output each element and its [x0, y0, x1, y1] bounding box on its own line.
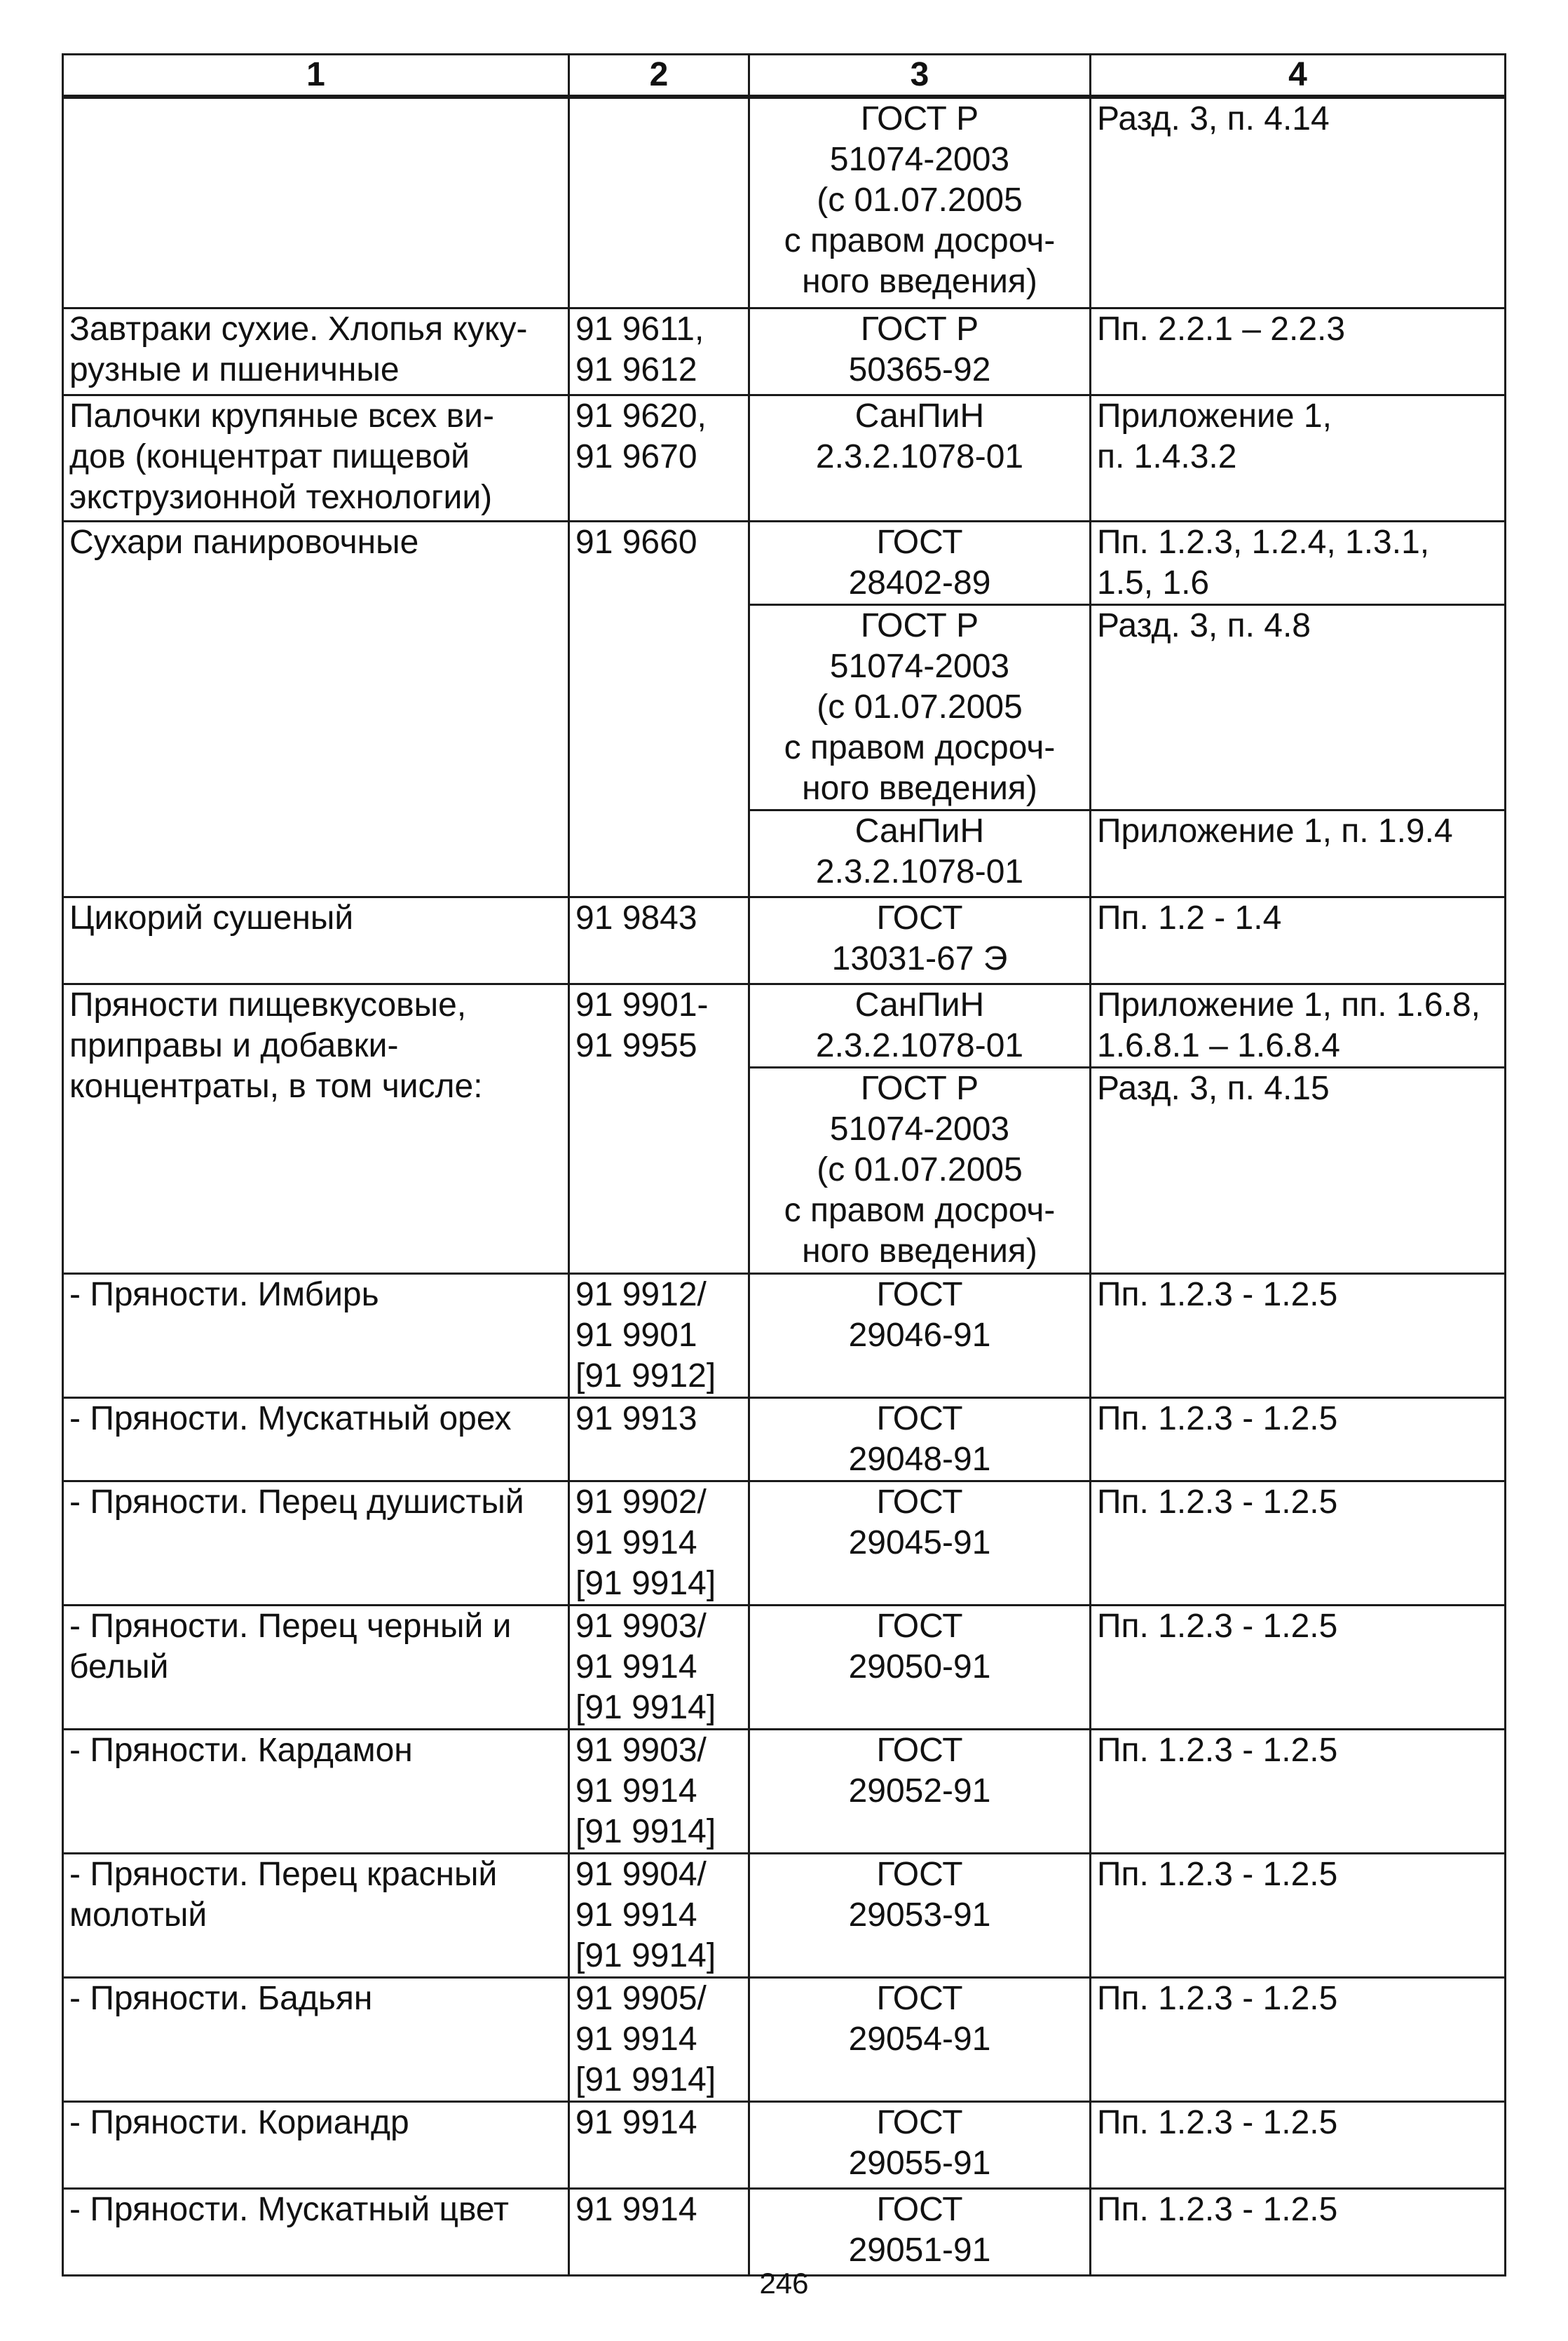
code-cell [569, 1730, 749, 1854]
cell-text-line: Разд. 3, п. 4.15 [1097, 1070, 1330, 1107]
cell-text-line: ГОСТ [876, 2104, 963, 2141]
cell-text-line: рузные и пшеничные [69, 351, 400, 388]
standard-cell [749, 395, 1091, 522]
code-cell [569, 97, 749, 308]
cell-text-line: 91 9903/ [575, 1732, 707, 1769]
product-name-cell [63, 897, 569, 984]
cell-text-line: Пп. 1.2.3 - 1.2.5 [1097, 1484, 1338, 1521]
standard-cell [749, 1854, 1091, 1978]
product-name-cell [63, 308, 569, 395]
cell-text-line: Сухари панировочные [69, 524, 419, 561]
cell-text-line: - Пряности. Перец душистый [69, 1484, 524, 1521]
cell-text-line: ГОСТ [876, 1608, 963, 1645]
clause-cell [1091, 1274, 1506, 1398]
cell-text-line: (с 01.07.2005 [817, 182, 1023, 219]
cell-text-line: белый [69, 1648, 169, 1685]
cell-text-line: 29048-91 [848, 1441, 991, 1478]
cell-text-line: ГОСТ [876, 2191, 963, 2228]
cell-text-line: [91 9912] [575, 1357, 716, 1395]
product-name-cell [63, 1730, 569, 1854]
table-row [63, 97, 1506, 308]
cell-text-line: Пп. 1.2.3 - 1.2.5 [1097, 1400, 1338, 1437]
cell-text-line: ГОСТ Р [860, 607, 979, 644]
cell-text-line: Пп. 1.2 - 1.4 [1097, 900, 1282, 937]
cell-text-line: 13031-67 Э [831, 940, 1008, 977]
cell-text-line: 2.3.2.1078-01 [815, 1027, 1024, 1064]
cell-text-line: молотый [69, 1896, 207, 1934]
product-name-cell [63, 1274, 569, 1398]
cell-text-line: с правом досроч- [784, 1192, 1056, 1229]
clause-cell [1091, 1398, 1506, 1481]
product-name-cell [63, 984, 569, 1274]
cell-text-line: 29050-91 [848, 1648, 991, 1685]
header-row [63, 55, 1506, 97]
cell-text-line: с правом досроч- [784, 729, 1056, 766]
table-row [63, 1398, 1506, 1481]
table-row [63, 1481, 1506, 1606]
clause-cell [1091, 810, 1506, 897]
cell-text-line: (с 01.07.2005 [817, 1151, 1023, 1188]
standard-cell [749, 2102, 1091, 2189]
cell-text-line: 91 9903/ [575, 1608, 707, 1645]
cell-text-line: - Пряности. Кориандр [69, 2104, 409, 2141]
code-cell [569, 1481, 749, 1606]
cell-text-line: 91 9914 [575, 1896, 697, 1934]
cell-text-line: 1.6.8.1 – 1.6.8.4 [1097, 1027, 1340, 1064]
cell-text-line: ГОСТ [876, 1276, 963, 1313]
standard-cell [749, 1978, 1091, 2102]
clause-cell [1091, 2189, 1506, 2276]
code-cell [569, 395, 749, 522]
cell-text-line: Пп. 1.2.3 - 1.2.5 [1097, 1276, 1338, 1313]
cell-text-line: 91 9914 [575, 2191, 697, 2228]
table-body [63, 97, 1506, 2276]
cell-text-line: 91 9901 [575, 1317, 697, 1354]
clause-cell [1091, 308, 1506, 395]
standard-cell [749, 2189, 1091, 2276]
cell-text-line: Завтраки сухие. Хлопья куку- [69, 311, 528, 348]
cell-text-line: 91 9902/ [575, 1484, 707, 1521]
standards-table [62, 53, 1506, 2276]
cell-text-line: 91 9612 [575, 351, 697, 388]
cell-text-line: 28402-89 [848, 564, 991, 602]
cell-text-line: ГОСТ [876, 1732, 963, 1769]
clause-cell [1091, 897, 1506, 984]
code-cell [569, 522, 749, 897]
standard-cell [749, 897, 1091, 984]
table-row [63, 1730, 1506, 1854]
clause-cell [1091, 1978, 1506, 2102]
cell-text-line: Разд. 3, п. 4.8 [1097, 607, 1311, 644]
standard-cell [749, 308, 1091, 395]
cell-text-line: Пряности пищевкусовые, [69, 986, 467, 1024]
standard-cell [749, 97, 1091, 308]
cell-text-line: СанПиН [854, 398, 985, 435]
product-name-cell [63, 2102, 569, 2189]
cell-text-line: 50365-92 [848, 351, 991, 388]
product-name-cell [63, 2189, 569, 2276]
code-cell [569, 2189, 749, 2276]
cell-text-line: 91 9914 [575, 2021, 697, 2058]
cell-text-line: - Пряности. Бадьян [69, 1980, 373, 2017]
cell-text-line: 91 9914 [575, 2104, 697, 2141]
code-cell [569, 1274, 749, 1398]
clause-cell [1091, 1730, 1506, 1854]
cell-text-line: [91 9914] [575, 1937, 716, 1974]
cell-text-line: Пп. 1.2.3 - 1.2.5 [1097, 2191, 1338, 2228]
code-cell [569, 1854, 749, 1978]
code-cell [569, 897, 749, 984]
clause-cell [1091, 2102, 1506, 2189]
cell-text-line: ГОСТ Р [860, 1070, 979, 1107]
cell-text-line: ГОСТ [876, 1856, 963, 1893]
table-row [63, 1274, 1506, 1398]
clause-cell [1091, 97, 1506, 308]
clause-cell [1091, 1606, 1506, 1730]
code-cell [569, 2102, 749, 2189]
cell-text-line: ГОСТ [876, 1484, 963, 1521]
product-name-cell [63, 97, 569, 308]
product-name-cell [63, 1398, 569, 1481]
cell-text-line: дов (концентрат пищевой [69, 438, 470, 475]
clause-cell [1091, 1068, 1506, 1274]
product-name-cell [63, 1854, 569, 1978]
table-row [63, 2189, 1506, 2276]
cell-text-line: 29046-91 [848, 1317, 991, 1354]
cell-text-line: 91 9620, [575, 398, 707, 435]
cell-text-line: 29054-91 [848, 2021, 991, 2058]
standard-cell [749, 984, 1091, 1068]
cell-text-line: приправы и добавки- [69, 1027, 399, 1064]
cell-text-line: [91 9914] [575, 1565, 716, 1602]
cell-text-line: Разд. 3, п. 4.14 [1097, 100, 1330, 137]
cell-text-line: 91 9914 [575, 1524, 697, 1561]
cell-text-line: 1.5, 1.6 [1097, 564, 1210, 602]
cell-text-line: ГОСТ [876, 900, 963, 937]
code-cell [569, 308, 749, 395]
code-cell [569, 1978, 749, 2102]
cell-text-line: СанПиН [854, 986, 985, 1024]
cell-text-line: [91 9914] [575, 1689, 716, 1726]
standard-cell [749, 522, 1091, 605]
cell-text-line: ГОСТ [876, 524, 963, 561]
cell-text-line: 29053-91 [848, 1896, 991, 1934]
table-row [63, 308, 1506, 395]
cell-text-line: экструзионной технологии) [69, 479, 493, 516]
table-row [63, 2102, 1506, 2189]
standard-cell [749, 605, 1091, 810]
standard-cell [749, 1068, 1091, 1274]
cell-text-line: ГОСТ Р [860, 311, 979, 348]
cell-text-line: Приложение 1, пп. 1.6.8, [1097, 986, 1480, 1024]
cell-text-line: 51074-2003 [829, 1111, 1010, 1148]
cell-text-line: - Пряности. Имбирь [69, 1276, 379, 1313]
clause-cell [1091, 984, 1506, 1068]
table-row [63, 1854, 1506, 1978]
cell-text-line: Цикорий сушеный [69, 900, 354, 937]
page-number: 246 [759, 2267, 809, 2300]
product-name-cell [63, 395, 569, 522]
cell-text-line: Пп. 1.2.3, 1.2.4, 1.3.1, [1097, 524, 1430, 561]
table-row [63, 395, 1506, 522]
table-row [63, 1978, 1506, 2102]
cell-text-line: ного введения) [802, 263, 1037, 300]
cell-text-line: СанПиН [854, 813, 985, 850]
cell-text-line: ГОСТ Р [860, 100, 979, 137]
cell-text-line: 91 9843 [575, 900, 697, 937]
product-name-cell [63, 1606, 569, 1730]
standard-cell [749, 810, 1091, 897]
cell-text-line: Приложение 1, п. 1.9.4 [1097, 813, 1453, 850]
cell-text-line: 2.3.2.1078-01 [815, 438, 1024, 475]
clause-cell [1091, 1481, 1506, 1606]
cell-text-line: п. 1.4.3.2 [1097, 438, 1237, 475]
cell-text-line: [91 9914] [575, 2061, 716, 2098]
table-row [63, 897, 1506, 984]
cell-text-line: ного введения) [802, 770, 1037, 807]
cell-text-line: Пп. 1.2.3 - 1.2.5 [1097, 1732, 1338, 1769]
standard-cell [749, 1398, 1091, 1481]
clause-cell [1091, 395, 1506, 522]
cell-text-line: 51074-2003 [829, 648, 1010, 685]
column-header-2: 2 [569, 55, 749, 97]
cell-text-line: концентраты, в том числе: [69, 1068, 483, 1105]
column-header-1: 1 [63, 55, 569, 97]
cell-text-line: - Пряности. Перец красный [69, 1856, 498, 1893]
cell-text-line: - Пряности. Перец черный и [69, 1608, 512, 1645]
cell-text-line: - Пряности. Мускатный орех [69, 1400, 512, 1437]
code-cell [569, 984, 749, 1274]
cell-text-line: ного введения) [802, 1233, 1037, 1270]
cell-text-line: 29055-91 [848, 2145, 991, 2182]
cell-text-line: 91 9912/ [575, 1276, 707, 1313]
cell-text-line: (с 01.07.2005 [817, 688, 1023, 726]
clause-cell [1091, 522, 1506, 605]
cell-text-line: 91 9904/ [575, 1856, 707, 1893]
cell-text-line: 29052-91 [848, 1772, 991, 1810]
table-row [63, 522, 1506, 605]
standard-cell [749, 1481, 1091, 1606]
product-name-cell [63, 1978, 569, 2102]
cell-text-line: Пп. 1.2.3 - 1.2.5 [1097, 2104, 1338, 2141]
standard-cell [749, 1274, 1091, 1398]
code-cell [569, 1606, 749, 1730]
cell-text-line: 91 9611, [575, 311, 704, 348]
cell-text-line: Пп. 1.2.3 - 1.2.5 [1097, 1608, 1338, 1645]
cell-text-line: 2.3.2.1078-01 [815, 853, 1024, 890]
cell-text-line: с правом досроч- [784, 222, 1056, 259]
cell-text-line: Палочки крупяные всех ви- [69, 398, 494, 435]
cell-text-line: 91 9914 [575, 1648, 697, 1685]
cell-text-line: Пп. 1.2.3 - 1.2.5 [1097, 1980, 1338, 2017]
code-cell [569, 1398, 749, 1481]
cell-text-line: Пп. 1.2.3 - 1.2.5 [1097, 1856, 1338, 1893]
cell-text-line: 51074-2003 [829, 141, 1010, 178]
clause-cell [1091, 605, 1506, 810]
cell-text-line: Приложение 1, [1097, 398, 1332, 435]
cell-text-line: 29045-91 [848, 1524, 991, 1561]
cell-text-line: 29051-91 [848, 2232, 991, 2269]
cell-text-line: 91 9660 [575, 524, 697, 561]
cell-text-line: - Пряности. Кардамон [69, 1732, 413, 1769]
column-header-4: 4 [1091, 55, 1506, 97]
column-header-3: 3 [749, 55, 1091, 97]
cell-text-line: Пп. 2.2.1 – 2.2.3 [1097, 311, 1346, 348]
cell-text-line: 91 9905/ [575, 1980, 707, 2017]
standard-cell [749, 1606, 1091, 1730]
cell-text-line: 91 9901- [575, 986, 709, 1024]
table-row [63, 1606, 1506, 1730]
cell-text-line: 91 9955 [575, 1027, 697, 1064]
standard-cell [749, 1730, 1091, 1854]
product-name-cell [63, 1481, 569, 1606]
cell-text-line: ГОСТ [876, 1400, 963, 1437]
cell-text-line: [91 9914] [575, 1813, 716, 1850]
cell-text-line: 91 9914 [575, 1772, 697, 1810]
table-row [63, 984, 1506, 1068]
cell-text-line: 91 9913 [575, 1400, 697, 1437]
cell-text-line: ГОСТ [876, 1980, 963, 2017]
cell-text-line: 91 9670 [575, 438, 697, 475]
product-name-cell [63, 522, 569, 897]
clause-cell [1091, 1854, 1506, 1978]
cell-text-line: - Пряности. Мускатный цвет [69, 2191, 509, 2228]
